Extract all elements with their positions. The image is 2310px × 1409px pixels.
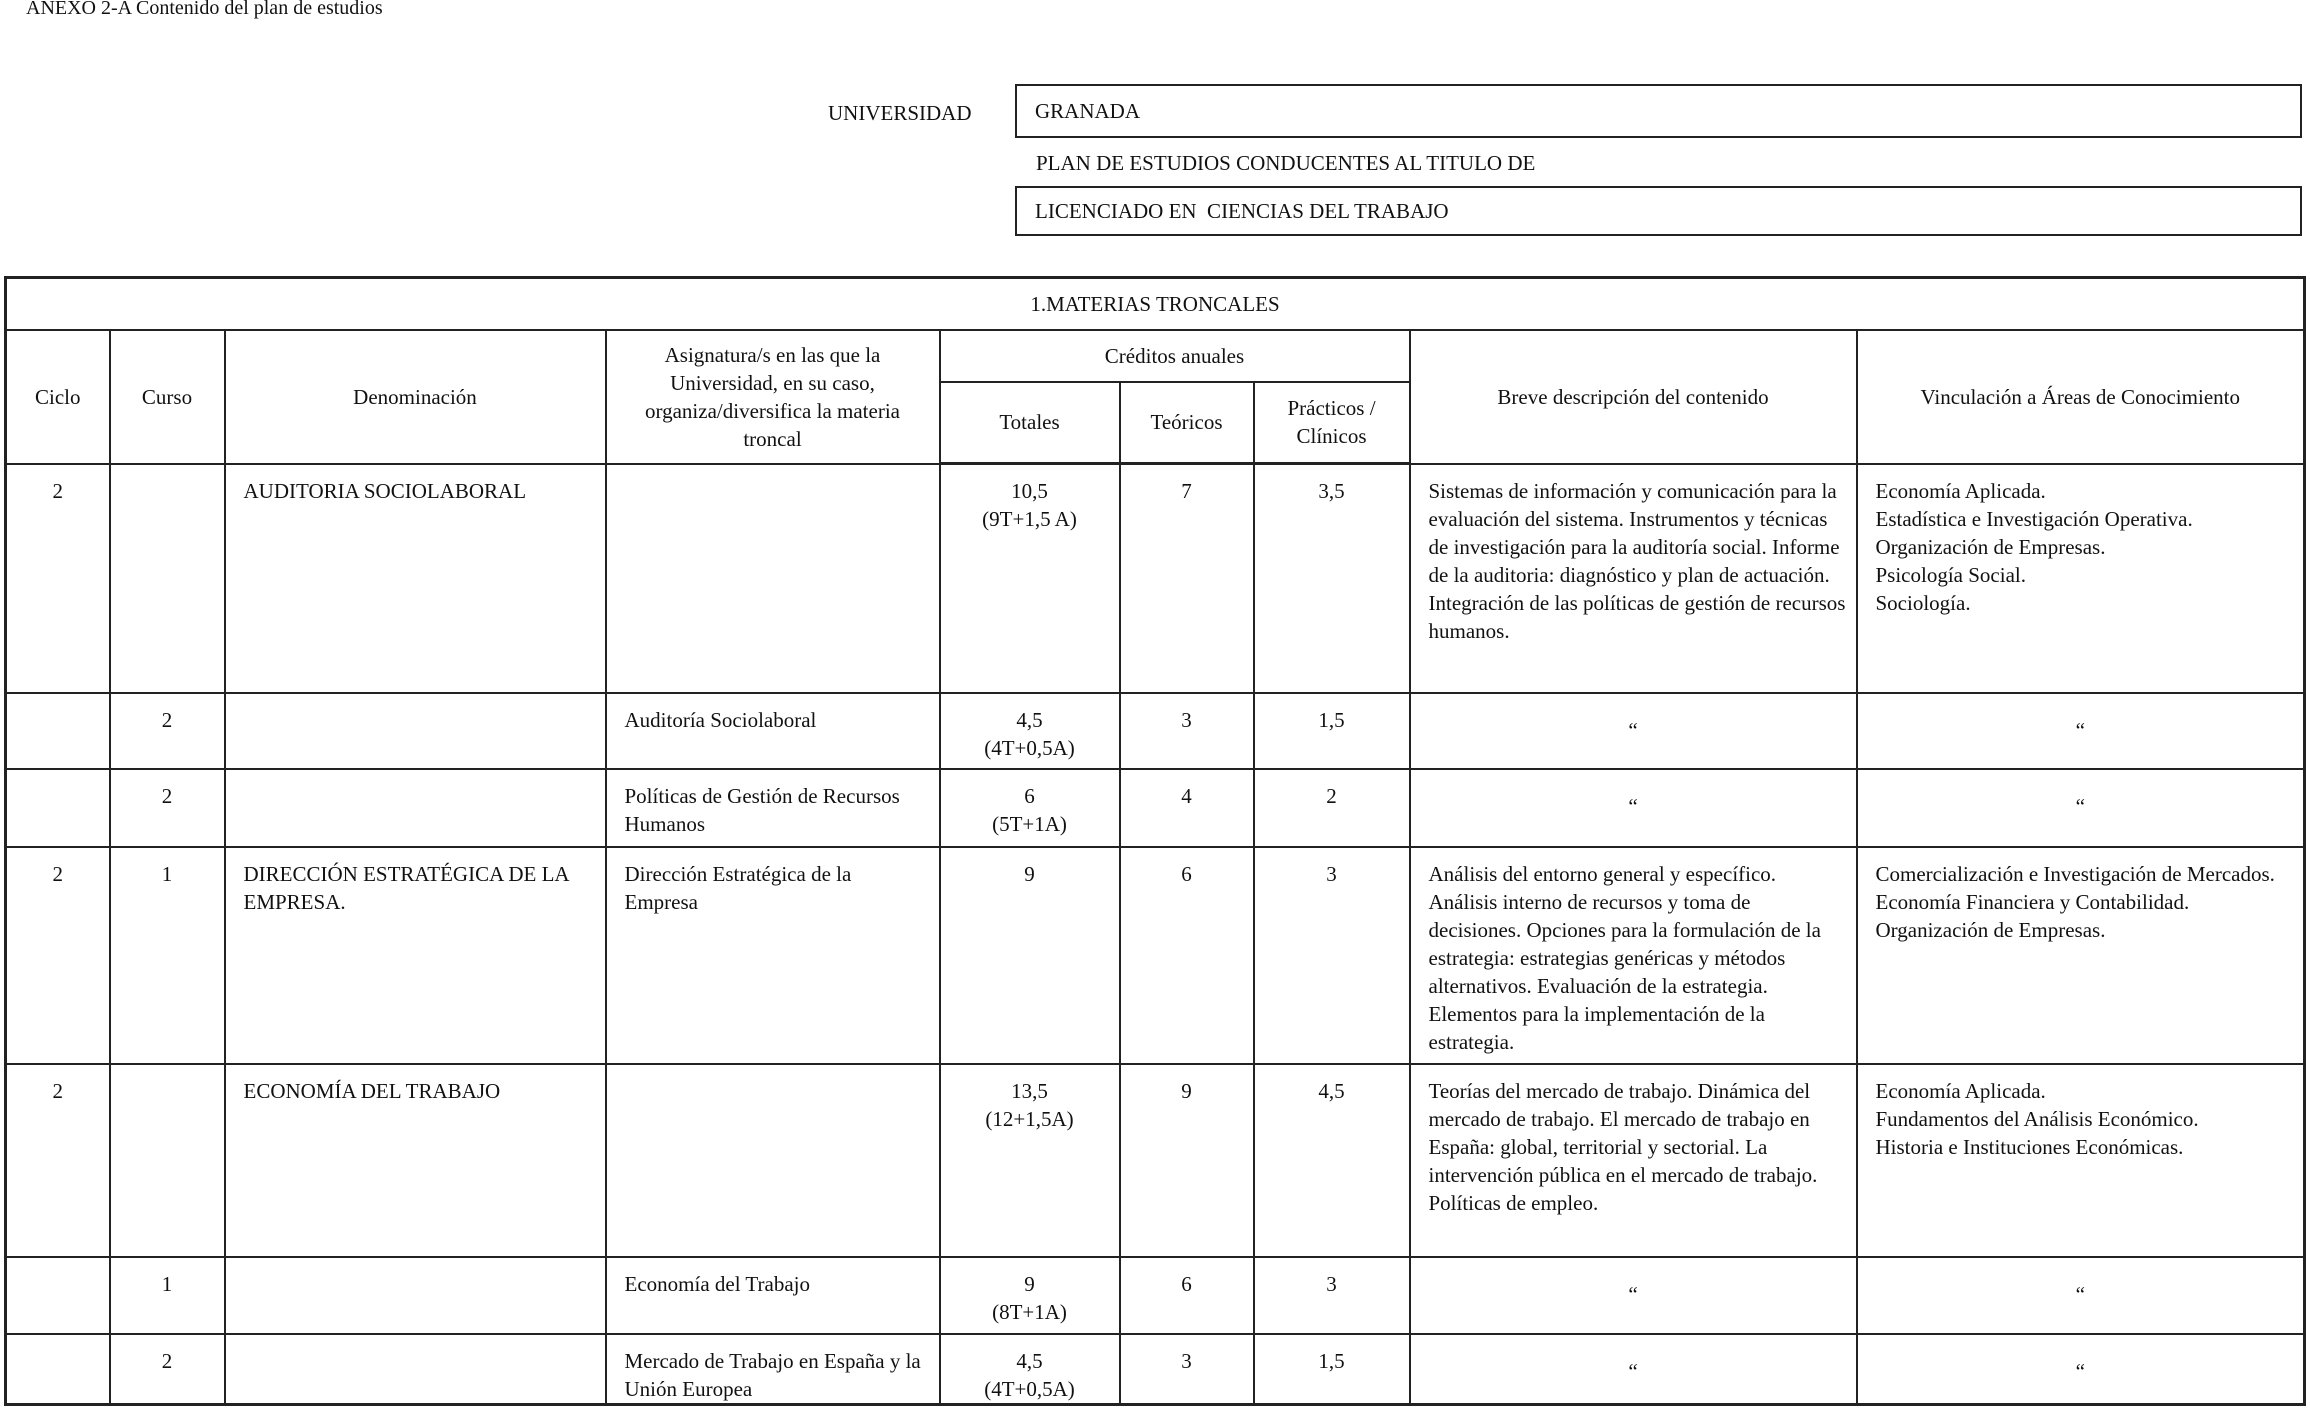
totales-detail: (5T+1A) (992, 811, 1067, 836)
totales-value: 4,5 (1016, 707, 1043, 732)
cell-curso: 1 (110, 847, 225, 1064)
university-value: GRANADA (1035, 99, 1140, 123)
cell-vinculacion: Economía Aplicada. Fundamentos del Análisis Económico. Historia e Instituciones Económicas. (1857, 1064, 2305, 1257)
cell-totales (940, 693, 1120, 769)
cell-ciclo (6, 693, 110, 769)
cell-ciclo (6, 769, 110, 847)
cell-curso: 2 (110, 1334, 225, 1405)
cell-teoricos: 6 (1120, 847, 1254, 1064)
totales-value: 9 (1024, 861, 1035, 886)
cell-vinculacion: “ (1857, 1334, 2305, 1405)
header-totales: Totales (940, 382, 1120, 464)
cell-totales (940, 769, 1120, 847)
table-row (6, 693, 2305, 769)
cell-practicos: 2 (1254, 769, 1410, 847)
totales-detail: (4T+0,5A) (984, 1376, 1075, 1401)
cell-descripcion: “ (1410, 769, 1857, 847)
cell-denominacion (225, 769, 606, 847)
cell-totales (940, 464, 1120, 693)
section-title: 1.MATERIAS TRONCALES (6, 278, 2305, 330)
cell-curso: 1 (110, 1257, 225, 1334)
header-practicos: Prácticos / Clínicos (1254, 382, 1410, 464)
cell-asignatura (606, 1064, 940, 1257)
cell-practicos: 1,5 (1254, 1334, 1410, 1405)
table-row (6, 1064, 2305, 1257)
cell-descripcion: Análisis del entorno general y específico. Análisis interno de recursos y toma de decisiones. Opciones para la formulación de la estrategia: estrategias genéricas y métodos alternativos. Evaluación de la estrategia. Elementos para la implementación de la estrategia. (1410, 847, 1857, 1064)
cell-ciclo: 2 (6, 464, 110, 693)
cell-ciclo: 2 (6, 1064, 110, 1257)
cell-denominacion: DIRECCIÓN ESTRATÉGICA DE LA EMPRESA. (225, 847, 606, 1064)
header-ciclo: Ciclo (6, 330, 110, 464)
university-field (1015, 84, 2302, 138)
cell-totales (940, 1257, 1120, 1334)
table-row (6, 464, 2305, 693)
cell-totales (940, 847, 1120, 1064)
cell-vinculacion: “ (1857, 1257, 2305, 1334)
totales-detail: (9T+1,5 A) (982, 507, 1077, 531)
header-curso: Curso (110, 330, 225, 464)
table-row (6, 769, 2305, 847)
cell-teoricos: 9 (1120, 1064, 1254, 1257)
cell-descripcion: Sistemas de información y comunicación para la evaluación del sistema. Instrumentos y técnicas de investigación para la auditoría social. Informe de la auditoria: diagnóstico y plan de actuación. Integración de las políticas de gestión de recursos humanos. (1410, 464, 1857, 693)
totales-detail: (8T+1A) (992, 1299, 1067, 1324)
header-teoricos: Teóricos (1120, 382, 1254, 464)
totales-value: 13,5 (1011, 1078, 1048, 1103)
cell-practicos: 3 (1254, 1257, 1410, 1334)
cell-descripcion: Teorías del mercado de trabajo. Dinámica del mercado de trabajo. El mercado de trabajo en España: global, territorial y sectorial. La intervención pública en el mercado de trabajo. Políticas de empleo. (1410, 1064, 1857, 1257)
cell-denominacion (225, 693, 606, 769)
degree-field (1015, 186, 2302, 236)
cell-asignatura: Economía del Trabajo (606, 1257, 940, 1334)
cell-curso: 2 (110, 693, 225, 769)
cell-descripcion: “ (1410, 1334, 1857, 1405)
cell-teoricos: 6 (1120, 1257, 1254, 1334)
table-row (6, 1334, 2305, 1405)
cell-vinculacion: “ (1857, 693, 2305, 769)
cell-practicos: 4,5 (1254, 1064, 1410, 1257)
cell-denominacion (225, 1334, 606, 1405)
header-asignatura: Asignatura/s en las que la Universidad, en su caso, organiza/diversifica la materia troncal (606, 330, 940, 464)
totales-value: 10,5 (1011, 479, 1048, 503)
table-row (6, 847, 2305, 1064)
university-label: UNIVERSIDAD (828, 101, 972, 125)
cell-ciclo (6, 1257, 110, 1334)
cell-denominacion (225, 1257, 606, 1334)
cell-vinculacion: Comercialización e Investigación de Mercados. Economía Financiera y Contabilidad. Organización de Empresas. (1857, 847, 2305, 1064)
cell-practicos: 3,5 (1254, 464, 1410, 693)
cell-curso (110, 1064, 225, 1257)
cell-denominacion: ECONOMÍA DEL TRABAJO (225, 1064, 606, 1257)
header-descripcion: Breve descripción del contenido (1410, 330, 1857, 464)
cell-ciclo: 2 (6, 847, 110, 1064)
cell-ciclo (6, 1334, 110, 1405)
cell-curso (110, 464, 225, 693)
cell-asignatura: Auditoría Sociolaboral (606, 693, 940, 769)
totales-value: 4,5 (1016, 1348, 1043, 1373)
cell-asignatura: Políticas de Gestión de Recursos Humanos (606, 769, 940, 847)
header-denominacion: Denominación (225, 330, 606, 464)
cell-totales (940, 1334, 1120, 1405)
cell-practicos: 3 (1254, 847, 1410, 1064)
cell-asignatura: Mercado de Trabajo en España y la Unión Europea (606, 1334, 940, 1405)
cell-totales (940, 1064, 1120, 1257)
cell-teoricos: 4 (1120, 769, 1254, 847)
plan-label: PLAN DE ESTUDIOS CONDUCENTES AL TITULO DE (1036, 151, 1536, 175)
cell-teoricos: 3 (1120, 693, 1254, 769)
cell-denominacion: AUDITORIA SOCIOLABORAL (225, 464, 606, 693)
totales-value: 9 (1024, 1271, 1035, 1296)
cell-teoricos: 3 (1120, 1334, 1254, 1405)
cell-asignatura (606, 464, 940, 693)
cell-teoricos: 7 (1120, 464, 1254, 693)
header-vinculacion: Vinculación a Áreas de Conocimiento (1857, 330, 2305, 464)
annex-title: ANEXO 2-A Contenido del plan de estudios (26, 0, 383, 19)
totales-detail: (4T+0,5A) (984, 735, 1075, 760)
cell-asignatura: Dirección Estratégica de la Empresa (606, 847, 940, 1064)
degree-value: LICENCIADO EN CIENCIAS DEL TRABAJO (1035, 199, 1449, 223)
cell-practicos: 1,5 (1254, 693, 1410, 769)
table-row (6, 1257, 2305, 1334)
totales-value: 6 (1024, 783, 1035, 808)
cell-vinculacion: “ (1857, 769, 2305, 847)
totales-detail: (12+1,5A) (985, 1106, 1074, 1131)
cell-vinculacion: Economía Aplicada. Estadística e Investigación Operativa. Organización de Empresas. Psicología Social. Sociología. (1857, 464, 2305, 693)
cell-curso: 2 (110, 769, 225, 847)
cell-descripcion: “ (1410, 1257, 1857, 1334)
header-creditos: Créditos anuales (940, 330, 1410, 382)
cell-descripcion: “ (1410, 693, 1857, 769)
materias-troncales-table (4, 276, 2306, 1406)
